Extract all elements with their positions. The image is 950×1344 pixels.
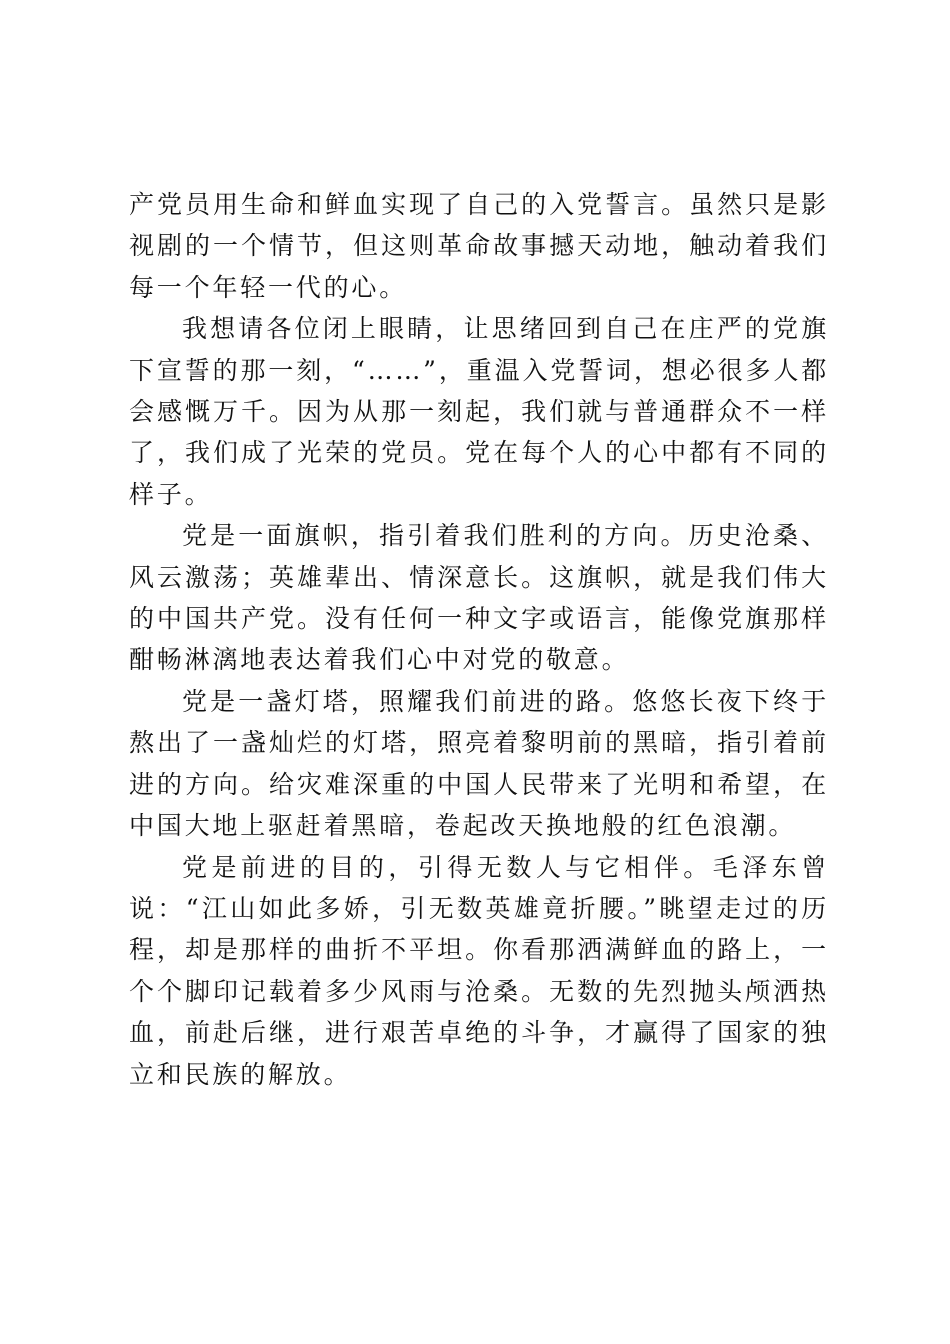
body-text <box>129 184 829 1095</box>
paragraph-goal: 党是前进的目的，引得无数人与它相伴。毛泽东曾说：“江山如此多娇，引无数英雄竟折腰。”眺望走过的历程，却是那样的曲折不平坦。你看那洒满鲜血的路上，一个个脚印记载着多少风雨与沧桑。无数的先烈抛头颅洒热血，前赴后继，进行艰苦卓绝的斗争，才赢得了国家的独立和民族的解放。 <box>129 852 829 1089</box>
paragraph-continuation: 产党员用生命和鲜血实现了自己的入党誓言。虽然只是影视剧的一个情节，但这则革命故事撼天动地，触动着我们每一个年轻一代的心。 <box>129 190 829 302</box>
paragraph-lighthouse: 党是一盏灯塔，照耀我们前进的路。悠悠长夜下终于熬出了一盏灿烂的灯塔，照亮着黎明前的黑暗，指引着前进的方向。给灾难深重的中国人民带来了光明和希望，在中国大地上驱赶着黑暗，卷起改天换地般的红色浪潮。 <box>129 686 829 841</box>
paragraph-flag: 党是一面旗帜，指引着我们胜利的方向。历史沧桑、风云激荡；英雄辈出、情深意长。这旗帜，就是我们伟大的中国共产党。没有任何一种文字或语言，能像党旗那样酣畅淋漓地表达着我们心中对党的敬意。 <box>129 521 829 675</box>
paragraph-oath: 我想请各位闭上眼睛，让思绪回到自己在庄严的党旗下宣誓的那一刻，“……”，重温入党誓词，想必很多人都会感慨万千。因为从那一刻起，我们就与普通群众不一样了，我们成了光荣的党员。党在每个人的心中都有不同的样子。 <box>129 314 829 509</box>
